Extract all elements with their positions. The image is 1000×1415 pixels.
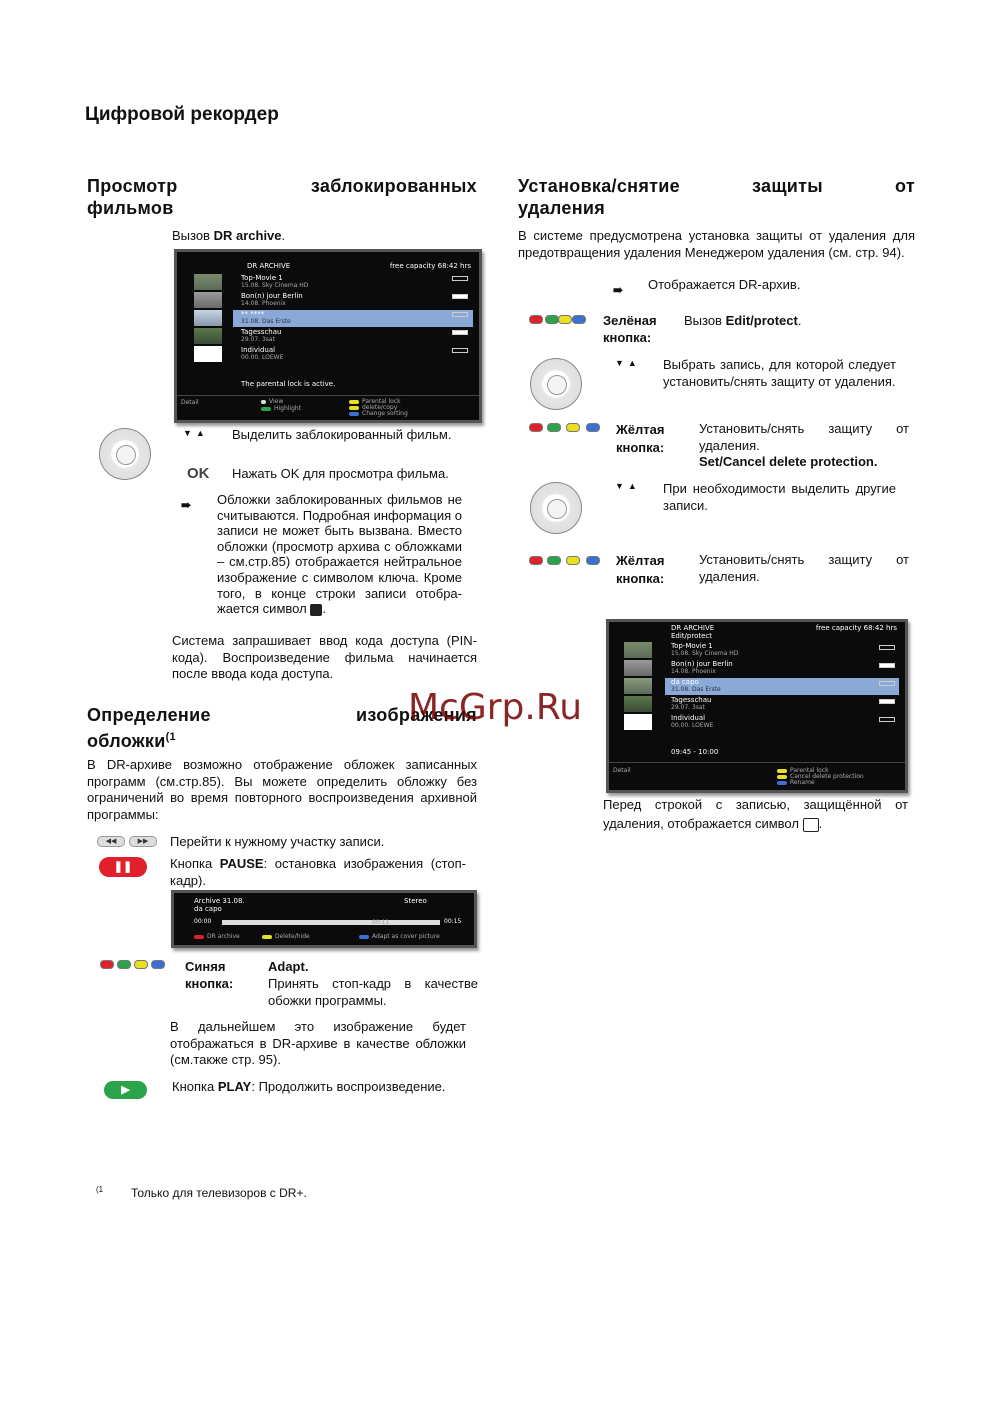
set-cancel-label: Set/Cancel delete protection. xyxy=(699,454,878,469)
yellow-button-icon xyxy=(566,556,580,565)
pause-text: Кнопка PAUSE: остановка изображения (стоп-кадр). xyxy=(170,856,466,888)
navigation-pad-icon xyxy=(99,428,151,480)
watermark: McGrp.Ru xyxy=(408,687,583,728)
step-press-ok: Нажать OK для просмотра фильма. xyxy=(232,466,449,481)
playback-pause-screen: Archive 31.08. da capo Stereo 00:00 00:11 00:15 DR archive Delete/hide Adapt as cover picture xyxy=(171,890,477,948)
cover-intro: В DR-архиве возможно отображение обложек записанных программ (см.стр.85). Вы можете определить обложку без ограничений во время повторного воспроизведения архивной программы: xyxy=(87,757,477,822)
blue-button-icon xyxy=(151,960,165,969)
screen-header-left: DR ARCHIVE xyxy=(247,262,291,270)
footer-detail: Detail xyxy=(181,399,199,406)
play-text: Кнопка PLAY: Продолжить воспроизведение. xyxy=(172,1079,446,1094)
parental-lock-message: The parental lock is active. xyxy=(241,380,336,388)
footnote: Только для телевизоров с DR+. xyxy=(131,1186,307,1200)
note-arrow-icon: ➠ xyxy=(181,498,192,512)
list-item[interactable]: Individual 00.00. LOEWE xyxy=(671,714,714,729)
up-down-arrows-icon: ▼▲ xyxy=(615,358,641,368)
protection-intro: В системе предусмотрена установка защиты от удаления для предотвращения удаления Менеджером удаления (см. стр. 94). xyxy=(518,228,915,260)
green-key-text: Вызов Edit/protect. xyxy=(684,313,802,328)
yellow-key-text-2: Установить/снять защиту от удаления. xyxy=(699,552,909,584)
blue-button-icon xyxy=(586,423,600,432)
green-button-icon xyxy=(117,960,131,969)
blue-button-icon xyxy=(572,315,586,324)
red-button-icon xyxy=(529,315,543,324)
green-button-icon xyxy=(547,423,561,432)
note-arrow-icon: ➠ xyxy=(613,283,624,297)
navigation-pad-icon xyxy=(530,358,582,410)
record-time: 09:45 - 10:00 xyxy=(671,748,719,756)
red-button-icon xyxy=(100,960,114,969)
list-item-highlighted[interactable]: da capo 31.08. Das Erste xyxy=(671,678,721,693)
yellow-key-label: Жёлтая кнопка: xyxy=(616,553,665,586)
page-title: Цифровой рекордер xyxy=(85,104,279,125)
list-item-highlighted[interactable]: ** **** 31.08. Das Erste xyxy=(241,310,291,325)
after-text: В дальнейшем это изображение будет отображаться в DR-архиве в качестве обложки (см.также стр. 95). xyxy=(170,1019,466,1067)
navigation-pad-icon xyxy=(530,482,582,534)
red-button-icon xyxy=(529,423,543,432)
lock-icon xyxy=(310,604,322,616)
locked-note: Обложки заблокированных фильмов не считываются. Подробная информация о записи не может быть вызвана. Вместо обложки (просмотр архива с обложками – см.стр.85) отображается нейтральное изображение с символом ключа. Кроме того, в конце строки записи отобра-жается символ . xyxy=(217,492,462,617)
select-other-text: При необходимости выделить другие записи. xyxy=(663,481,896,513)
select-record-text: Выбрать запись, для которой следует установить/снять защиту от удаления. xyxy=(663,357,896,389)
yellow-button-icon xyxy=(566,423,580,432)
fast-forward-button-icon: ▶▶ xyxy=(129,836,157,847)
blue-button-icon xyxy=(586,556,600,565)
yellow-button-icon xyxy=(558,315,572,324)
play-button-icon: ▶ xyxy=(104,1081,147,1099)
list-item[interactable]: Top-Movie 1 15.08. Sky Cinema HD xyxy=(671,642,739,657)
list-item[interactable]: Tagesschau 29.07. 3sat xyxy=(241,328,282,343)
adapt-label: Adapt. xyxy=(268,959,309,974)
dr-archive-shown: Отображается DR-архив. xyxy=(648,277,801,292)
list-item[interactable]: Bon(n) jour Berlin 14.08. Phoenix xyxy=(241,292,303,307)
pause-button-icon: ❚❚ xyxy=(99,857,147,877)
step-select-locked: Выделить заблокированный фильм. xyxy=(232,427,452,442)
up-down-arrows-icon: ▼▲ xyxy=(183,428,209,438)
pin-request-text: Система запрашивает ввод кода доступа (PIN-кода). Воспроизведение фильма начинается после ввода кода доступа. xyxy=(172,633,477,681)
protected-record-icon xyxy=(803,818,819,832)
call-dr-archive: Вызов DR archive. xyxy=(172,228,286,243)
edit-protect-screen: DR ARCHIVE Edit/protect free capacity 68:42 hrs Top-Movie 1 15.08. Sky Cinema HD Bon(n) jour Berlin 14.08. Phoenix da capo 31.08. Das Erste Tagesschau 29.07. 3sat Individual 00.00. LOEWE 09:45 - 10:00 Detail Parental lock Cancel delete protection Rename xyxy=(606,619,908,793)
list-item[interactable]: Bon(n) jour Berlin 14.08. Phoenix xyxy=(671,660,733,675)
section-heading-delete-protection: Установка/снятие защиты от удаления xyxy=(518,176,915,218)
dr-archive-screen: DR ARCHIVE free capacity 68:42 hrs Top-Movie 1 15.08. Sky Cinema HD Bon(n) jour Berlin 14.08. Phoenix ** **** 31.08. Das Erste Tagesschau 29.07. 3sat Individual 00.00. LOEWE The parental lock is active. Detail View Highlight Parental lock delete/copy Change sorting xyxy=(174,249,482,423)
list-item[interactable]: Tagesschau 29.07. 3sat xyxy=(671,696,712,711)
up-down-arrows-icon: ▼▲ xyxy=(615,481,641,491)
yellow-key-label: Жёлтая кнопка: xyxy=(616,422,665,455)
blue-key-label: Синяя кнопка: xyxy=(185,959,234,991)
footnote-mark: (1 xyxy=(96,1185,104,1194)
yellow-key-text: Установить/снять защиту от удаления. xyxy=(699,421,909,453)
yellow-button-icon xyxy=(134,960,148,969)
section-heading-cover: Определение изображения обложки$^{(1}$ xyxy=(87,705,477,751)
section-heading-locked-films: Просмотр заблокированных фильмов xyxy=(87,176,477,218)
list-item[interactable]: Top-Movie 1 15.08. Sky Cinema HD xyxy=(241,274,309,289)
screen-header-right: free capacity 68:42 hrs xyxy=(389,262,471,270)
ok-button-icon: OK xyxy=(187,465,210,482)
green-button-icon xyxy=(545,315,559,324)
red-button-icon xyxy=(529,556,543,565)
protected-caption: Перед строкой с записью, защищённой от удаления, отображается символ . xyxy=(603,797,908,831)
adapt-text: Принять стоп-кадр в качестве обожки программы. xyxy=(268,976,478,1008)
list-item[interactable]: Individual 00.00. LOEWE xyxy=(241,346,284,361)
step-seek: Перейти к нужному участку записи. xyxy=(170,834,385,849)
green-button-icon xyxy=(547,556,561,565)
green-key-label: Зелёная кнопка: xyxy=(603,313,657,345)
rewind-button-icon: ◀◀ xyxy=(97,836,125,847)
